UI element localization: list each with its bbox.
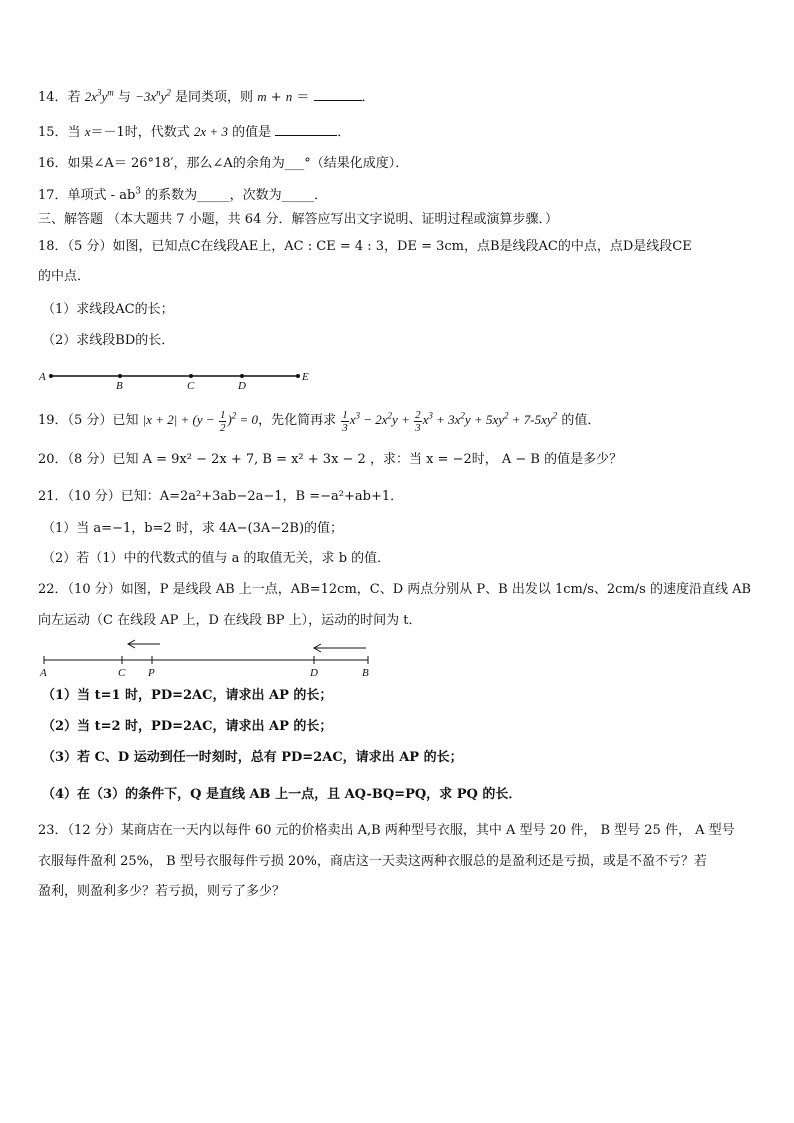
question-18-part-2: （2）求线段BD的长． bbox=[42, 333, 175, 348]
label-a: A bbox=[39, 371, 46, 383]
label-d: D bbox=[238, 380, 246, 392]
question-22-line-2: 向左运动（C 在线段 AP 上，D 在线段 BP 上），运动的时间为 t． bbox=[38, 613, 422, 628]
question-18-line-2: 的中点． bbox=[38, 269, 91, 284]
question-22-part-1: （1）当 t=1 时，PD=2AC，请求出 AP 的长； bbox=[42, 688, 333, 703]
question-19: 19．（5 分）已知 |x + 2| + (y − $\frac{1}{2}$ )$^2$ = 0，先化简再求 $\frac{1}{3}$ $x^3 - 2x^2y$ + $\frac{2}{3}$ $x^3 + 3x^2y + 5xy^2 + 7-5xy^2$ 的值． bbox=[38, 408, 601, 434]
question-21-line-1: 21．（10 分）已知：A=2a²+3ab−2a−1，B =−a²+ab+1． bbox=[38, 489, 404, 504]
point-c bbox=[189, 374, 193, 378]
question-21-part-1: （1）当 a=−1，b=2 时，求 4A−(3A−2B)的值； bbox=[42, 521, 344, 536]
math-term: $-3x^ny^2$ bbox=[135, 87, 171, 104]
point-d bbox=[240, 374, 244, 378]
question-15: 15．当 x＝－1时，代数式 2x + 3 的值是 ． bbox=[38, 124, 351, 140]
point-b bbox=[118, 374, 122, 378]
math-term: $2x^3y^m$ bbox=[84, 87, 114, 104]
segment-figure-ae bbox=[36, 364, 326, 392]
answer-blank[interactable] bbox=[275, 123, 337, 136]
question-22-part-2: （2）当 t=2 时，PD=2AC，请求出 AP 的长； bbox=[42, 719, 333, 734]
label-d: D bbox=[310, 667, 318, 679]
math-expression: $\frac{1}{3}$ $x^3 - 2x^2y$ + $\frac{2}{3}$ $x^3 + 3x^2y + 5xy^2 + 7-5xy^2$ bbox=[342, 408, 558, 434]
question-22-part-4: （4）在（3）的条件下，Q 是直线 AB 上一点，且 AQ-BQ=PQ，求 PQ 的长． bbox=[42, 787, 522, 802]
answer-blank[interactable] bbox=[314, 88, 362, 101]
question-23-line-1: 23．（12 分）某商店在一天内以每件 60 元的价格卖出 A,B 两种型号衣服，其中 A 型号 20 件， B 型号 25 件， A 型号 bbox=[38, 823, 735, 838]
label-p: P bbox=[148, 667, 155, 679]
question-14: 14．若 $2x^3y^m$ 与 $-3x^ny^2$ 是同类项，则 m + n ＝ ． bbox=[38, 87, 375, 105]
segment-figure-ab bbox=[36, 636, 386, 680]
question-20: 20．（8 分）已知 A = 9x² − 2x + 7, B = x² + 3x − 2 ，求：当 x = −2时， A − B 的值是多少？ bbox=[38, 452, 623, 467]
question-18-part-1: （1）求线段AC的长； bbox=[42, 302, 174, 317]
question-22-line-1: 22．（10 分）如图，P 是线段 AB 上一点，AB=12cm，C、D 两点分别从 P、B 出发以 1cm/s、2cm/s 的速度沿直线 AB bbox=[38, 582, 752, 597]
question-22-part-3: （3）若 C、D 运动到任一时刻时，总有 PD=2AC，请求出 AP 的长； bbox=[42, 750, 463, 765]
label-a: A bbox=[40, 667, 47, 679]
point-a bbox=[49, 374, 53, 378]
label-c: C bbox=[118, 667, 126, 679]
label-b: B bbox=[362, 667, 369, 679]
point-e bbox=[296, 374, 300, 378]
label-b: B bbox=[116, 380, 123, 392]
arrow-left-icon bbox=[128, 640, 160, 648]
question-23-line-2: 衣服每件盈利 25%， B 型号衣服每件亏损 20%，商店这一天卖这两种衣服总的是盈利还是亏损，或是不盈不亏？若 bbox=[38, 854, 707, 869]
question-16: 16．如果∠A＝ 26°18′，那么∠A的余角为___°（结果化成度）． bbox=[38, 156, 409, 171]
question-23-line-3: 盈利，则盈利多少？若亏损，则亏了多少？ bbox=[38, 884, 286, 899]
question-18-line-1: 18．（5 分）如图，已知点C在线段AE上，AC : CE = 4 : 3，DE = 3cm，点B是线段AC的中点，点D是线段CE bbox=[38, 239, 692, 254]
label-e: E bbox=[302, 371, 309, 383]
section-heading: 三、解答题 （本大题共 7 小题，共 64 分．解答应写出文字说明、证明过程或演算步骤．） bbox=[38, 212, 558, 227]
question-17: 17．单项式 - $ab^3$ 的系数为_____，次数为_____． bbox=[38, 186, 328, 203]
label-c: C bbox=[187, 380, 195, 392]
arrow-left-icon bbox=[314, 644, 366, 652]
question-21-part-2: （2）若（1）中的代数式的值与 a 的取值无关，求 b 的值． bbox=[42, 551, 391, 566]
math-condition: |x + 2| + (y − $\frac{1}{2}$ )$^2$ = 0 bbox=[142, 408, 259, 434]
